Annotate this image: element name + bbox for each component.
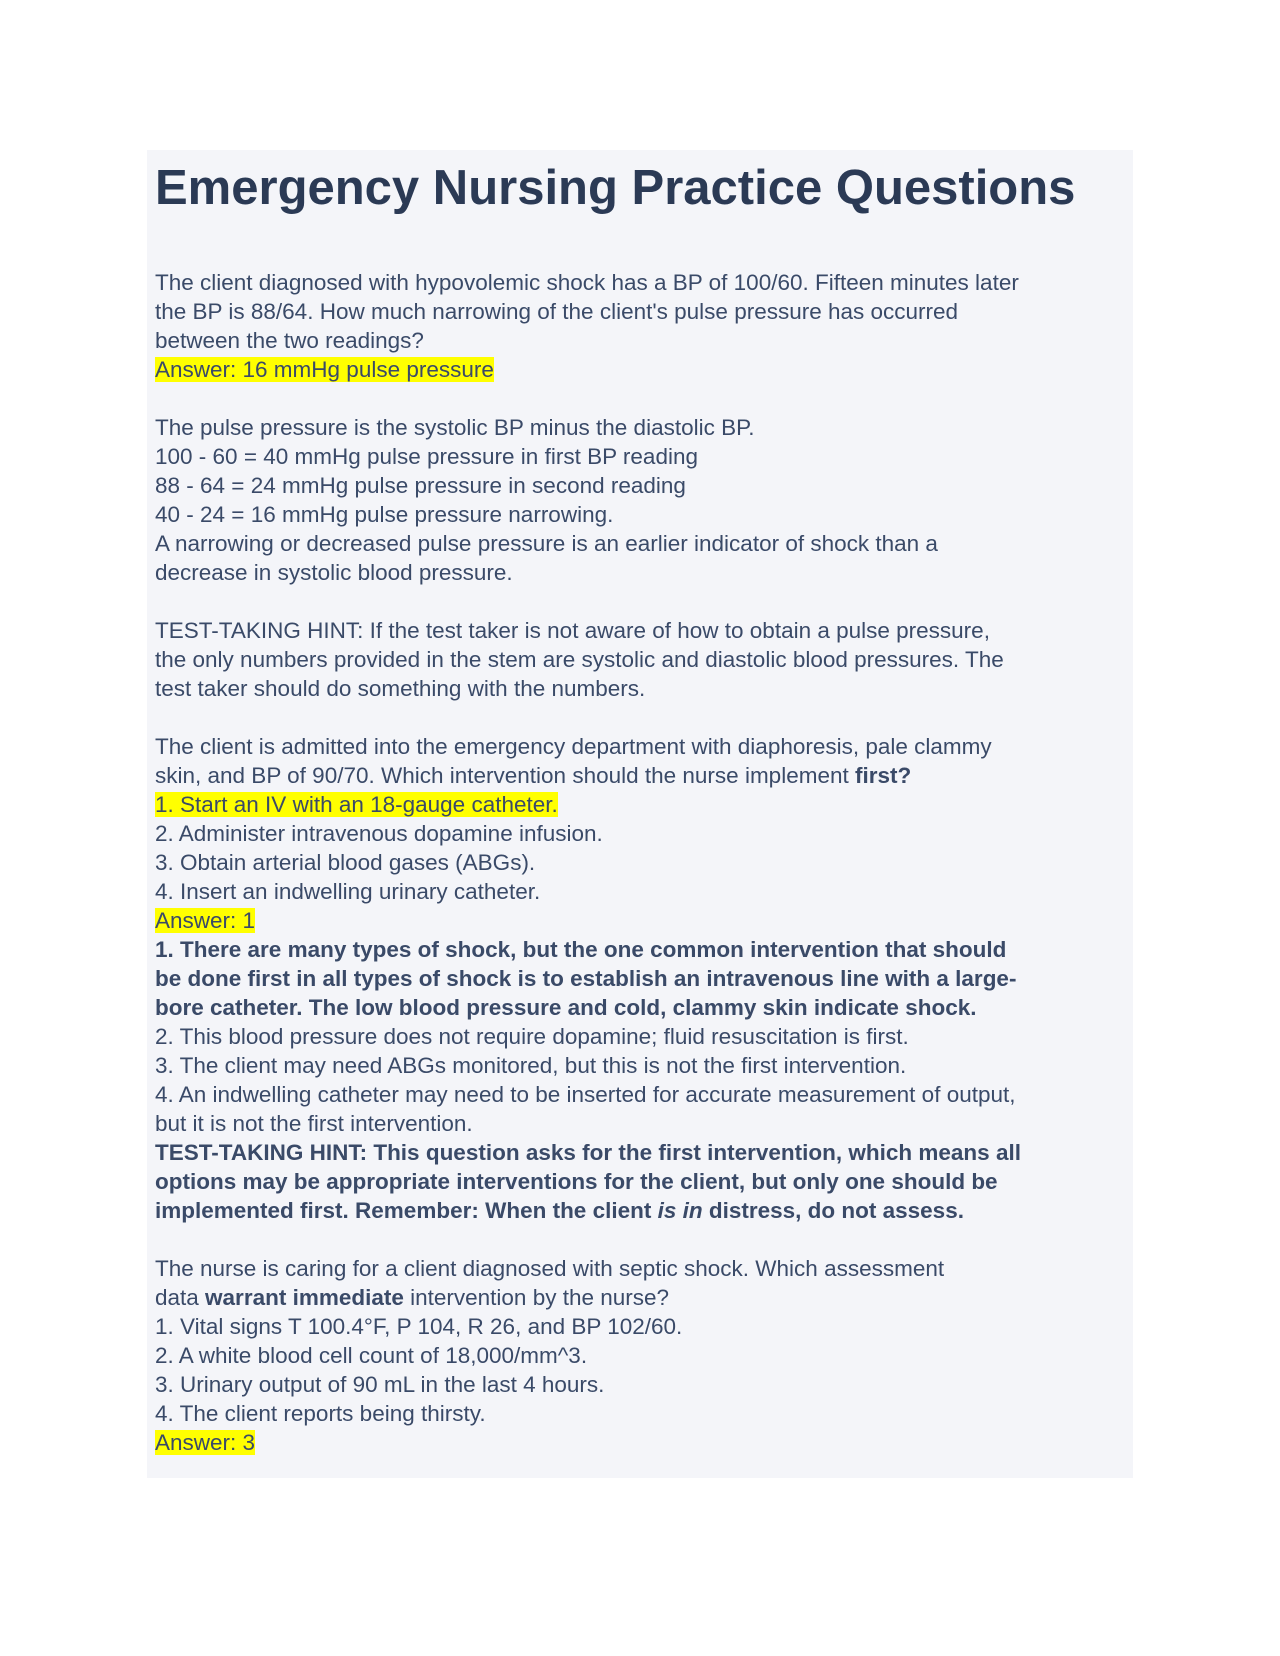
text-line [155, 1370, 1125, 1399]
text-line [155, 1254, 1125, 1283]
text-line [155, 1022, 1125, 1051]
text-line [155, 935, 1125, 964]
text-segment: 2. A white blood cell count of 18,000/mm^3. [155, 1343, 588, 1368]
text-line [155, 645, 1125, 674]
text-segment: TEST-TAKING HINT: This question asks for the first intervention, which means all [155, 1140, 1021, 1165]
text-line [155, 732, 1125, 761]
text-segment: warrant immediate [205, 1285, 404, 1310]
text-segment: 1. There are many types of shock, but the one common intervention that should [155, 937, 1007, 962]
text-line [155, 268, 1125, 297]
text-segment: the BP is 88/64. How much narrowing of the client's pulse pressure has occurred [155, 299, 959, 324]
text-line [155, 500, 1125, 529]
text-line [155, 1312, 1125, 1341]
text-line [155, 1167, 1125, 1196]
text-segment: The pulse pressure is the systolic BP minus the diastolic BP. [155, 415, 755, 440]
text-segment: 3. The client may need ABGs monitored, but this is not the first intervention. [155, 1053, 907, 1078]
text-segment: A narrowing or decreased pulse pressure is an earlier indicator of shock than a [155, 531, 938, 556]
text-segment: is in [657, 1198, 703, 1223]
text-line [155, 877, 1125, 906]
text-line [155, 993, 1125, 1022]
text-line [155, 442, 1125, 471]
text-segment: distress, do not assess. [702, 1198, 964, 1223]
highlighted-answer-line [155, 790, 1125, 819]
text-segment: data [155, 1285, 206, 1310]
text-segment: 2. Administer intravenous dopamine infusion. [155, 821, 603, 846]
document-page [147, 150, 1133, 1478]
text-line [155, 616, 1125, 645]
text-line [155, 819, 1125, 848]
text-segment: The client diagnosed with hypovolemic shock has a BP of 100/60. Fifteen minutes later [155, 270, 1019, 295]
text-segment: be done first in all types of shock is to establish an intravenous line with a large- [155, 966, 1017, 991]
text-line [155, 1080, 1125, 1109]
text-line [155, 1109, 1125, 1138]
answer-highlight: Answer: 16 mmHg pulse pressure [155, 357, 494, 382]
text-line [155, 1399, 1125, 1428]
text-line [155, 1138, 1125, 1167]
text-segment: 40 - 24 = 16 mmHg pulse pressure narrowing. [155, 502, 614, 527]
text-segment: 88 - 64 = 24 mmHg pulse pressure in second reading [155, 473, 686, 498]
text-line [155, 964, 1125, 993]
text-line [155, 848, 1125, 877]
text-line [155, 558, 1125, 587]
paragraph [155, 268, 1125, 384]
highlighted-answer-line [155, 1428, 1125, 1457]
highlighted-answer-line [155, 355, 1125, 384]
paragraph [155, 616, 1125, 703]
text-segment: The nurse is caring for a client diagnosed with septic shock. Which assessment [155, 1256, 945, 1281]
text-line [155, 413, 1125, 442]
text-segment: 3. Obtain arterial blood gases (ABGs). [155, 850, 536, 875]
highlighted-answer-line [155, 906, 1125, 935]
text-line [155, 297, 1125, 326]
text-segment: 3. Urinary output of 90 mL in the last 4 hours. [155, 1372, 605, 1397]
text-segment: options may be appropriate interventions for the client, but only one should be [155, 1169, 998, 1194]
text-line [155, 1283, 1125, 1312]
text-segment: intervention by the nurse? [403, 1285, 670, 1310]
text-line [155, 1196, 1125, 1225]
text-segment: between the two readings? [155, 328, 424, 353]
text-line [155, 761, 1125, 790]
text-segment: test taker should do something with the numbers. [155, 676, 646, 701]
text-segment: 1. Vital signs T 100.4°F, P 104, R 26, and BP 102/60. [155, 1314, 683, 1339]
text-line [155, 674, 1125, 703]
paragraph [155, 413, 1125, 587]
answer-highlight: 1. Start an IV with an 18-gauge catheter. [155, 792, 558, 817]
text-segment: 4. The client reports being thirsty. [155, 1401, 486, 1426]
text-line [155, 326, 1125, 355]
text-segment: decrease in systolic blood pressure. [155, 560, 513, 585]
paragraph [155, 1254, 1125, 1457]
text-segment: bore catheter. The low blood pressure and cold, clammy skin indicate shock. [155, 995, 977, 1020]
text-segment: the only numbers provided in the stem are systolic and diastolic blood pressures. The [155, 647, 1004, 672]
text-line [155, 529, 1125, 558]
text-segment: skin, and BP of 90/70. Which intervention should the nurse implement [155, 763, 855, 788]
text-line [155, 471, 1125, 500]
text-line [155, 1341, 1125, 1370]
page-title: Emergency Nursing Practice Questions [155, 161, 1076, 215]
text-segment: 2. This blood pressure does not require dopamine; fluid resuscitation is first. [155, 1024, 909, 1049]
answer-highlight: Answer: 1 [155, 908, 256, 933]
document-body [155, 268, 1125, 1457]
text-segment: TEST-TAKING HINT: If the test taker is not aware of how to obtain a pulse pressure, [155, 618, 990, 643]
text-segment: but it is not the first intervention. [155, 1111, 473, 1136]
text-segment: implemented first. Remember: When the client [155, 1198, 658, 1223]
text-segment: 4. An indwelling catheter may need to be inserted for accurate measurement of output, [155, 1082, 1016, 1107]
text-segment: The client is admitted into the emergency department with diaphoresis, pale clammy [155, 734, 992, 759]
paragraph [155, 732, 1125, 1225]
text-segment: 100 - 60 = 40 mmHg pulse pressure in first BP reading [155, 444, 698, 469]
text-segment: 4. Insert an indwelling urinary catheter. [155, 879, 541, 904]
text-line [155, 1051, 1125, 1080]
answer-highlight: Answer: 3 [155, 1430, 256, 1455]
text-segment: first? [854, 763, 912, 788]
